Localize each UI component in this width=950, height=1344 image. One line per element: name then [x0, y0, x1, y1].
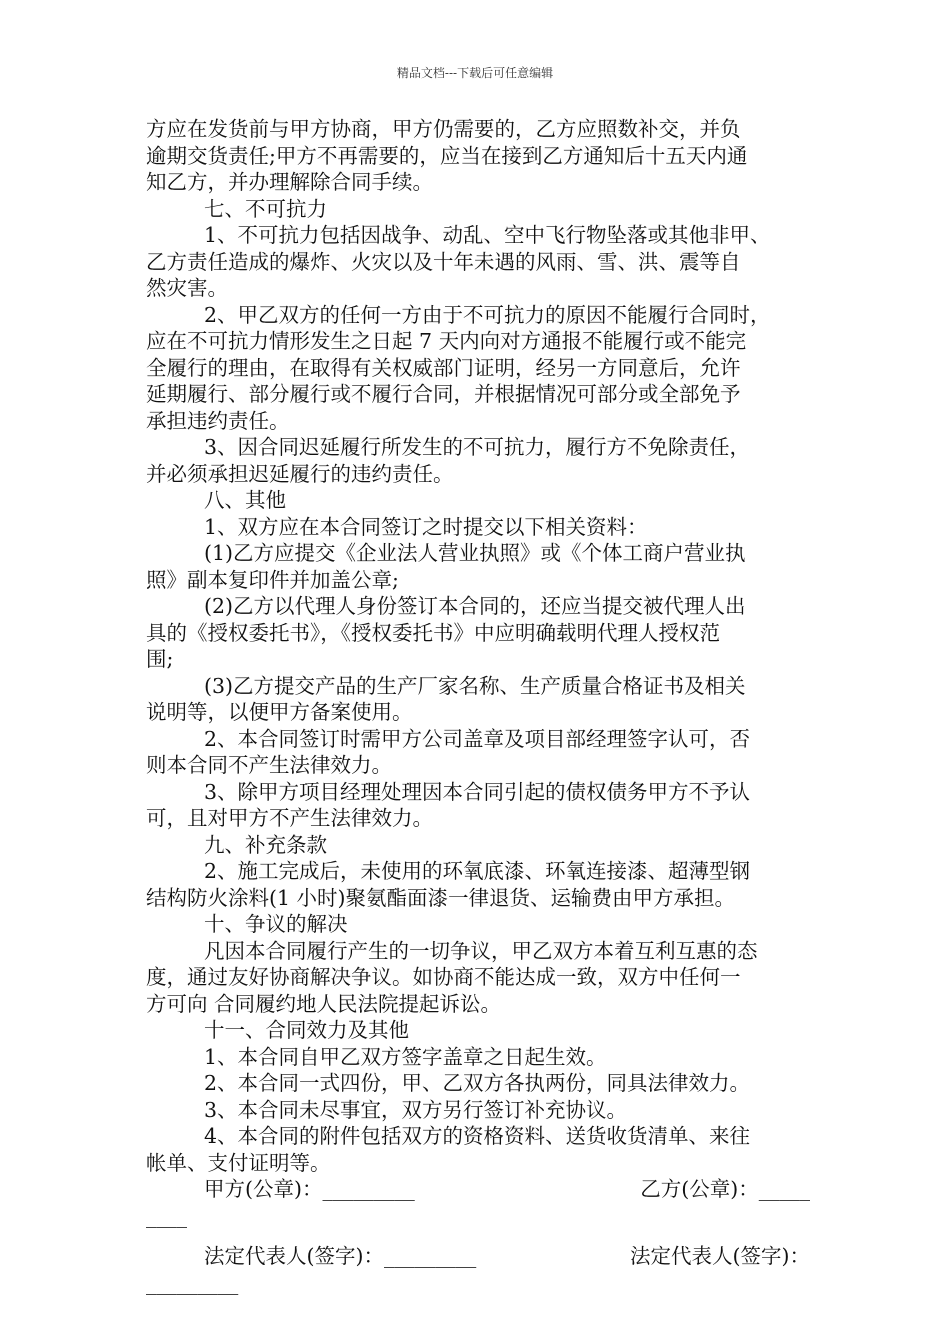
text-line: 知乙方，并办理解除合同手续。 — [146, 170, 433, 194]
party-a-seal: 甲方(公章)：_________ — [204, 1177, 415, 1201]
text-line: 照》副本复印件并加盖公章; — [146, 567, 399, 592]
text-line: 4、本合同的附件包括双方的资格资料、送货收货清单、来往 — [204, 1124, 751, 1148]
text-line: (1)乙方应提交《企业法人营业执照》或《个体工商户营业执 — [204, 541, 746, 565]
text-line: 2、本合同一式四份，甲、乙双方各执两份，同具法律效力。 — [204, 1071, 751, 1095]
text-line: 全履行的理由，在取得有关权威部门证明，经另一方同意后，允许 — [146, 355, 741, 380]
party-a-representative: 法定代表人(签字)：_________ — [204, 1244, 477, 1268]
text-line: 承担违约责任。 — [146, 408, 290, 433]
text-line: 3、除甲方项目经理处理因本合同引起的债权债务甲方不予认 — [204, 779, 751, 804]
text-line: 十一、合同效力及其他 — [204, 1018, 409, 1042]
text-line: 然灾害。 — [146, 276, 228, 300]
text-line: 逾期交货责任;甲方不再需要的，应当在接到乙方通知后十五天内通 — [146, 143, 748, 168]
text-line: 则本合同不产生法律效力。 — [146, 753, 392, 777]
signature-row-seal — [146, 1176, 810, 1203]
text-line: 结构防火涂料(1 小时)聚氨酯面漆一律退货、运输费由甲方承担。 — [146, 885, 736, 910]
text-line: 乙方责任造成的爆炸、火灾以及十年未遇的风雨、雪、洪、震等自 — [146, 249, 741, 274]
page-header: 精品文档---下载后可任意编辑 — [396, 66, 554, 80]
text-line: 说明等，以便甲方备案使用。 — [146, 700, 413, 724]
text-line: (3)乙方提交产品的生产厂家名称、生产质量合格证书及相关 — [204, 673, 746, 698]
text-line: 2、本合同签订时需甲方公司盖章及项目部经理签字认可，否 — [204, 726, 751, 751]
text-line: 3、本合同未尽事宜，双方另行签订补充协议。 — [204, 1097, 628, 1122]
text-line: 帐单、支付证明等。 — [146, 1150, 331, 1175]
text-line: 2、施工完成后，未使用的环氧底漆、环氧连接漆、超薄型钢 — [204, 859, 751, 883]
contract-text — [146, 116, 810, 1176]
text-line: 1、双方应在本合同签订之时提交以下相关资料： — [204, 514, 648, 539]
text-line: 延期履行、部分履行或不履行合同，并根据情况可部分或全部免予 — [146, 382, 741, 406]
text-line: 七、不可抗力 — [204, 196, 327, 221]
text-line: (2)乙方以代理人身份签订本合同的，还应当提交被代理人出 — [204, 594, 746, 618]
party-b-representative-continuation: _________ — [146, 1270, 239, 1295]
document-body — [146, 116, 810, 1296]
text-line: 九、补充条款 — [204, 832, 327, 857]
text-line: 并必须承担迟延履行的违约责任。 — [146, 461, 454, 486]
party-b-seal: 乙方(公章)：_____ — [640, 1177, 810, 1201]
text-line: 方应在发货前与甲方协商，甲方仍需要的，乙方应照数补交，并负 — [146, 117, 741, 141]
text-line: 十、争议的解决 — [204, 912, 348, 936]
text-line: 2、甲乙双方的任何一方由于不可抗力的原因不能履行合同时， — [204, 302, 771, 327]
text-line: 围; — [146, 647, 174, 671]
party-b-representative: 法定代表人(签字)： — [630, 1244, 810, 1268]
text-line: 凡因本合同履行产生的一切争议，甲乙双方本着互利互惠的态 — [204, 938, 758, 963]
text-line: 3、因合同迟延履行所发生的不可抗力，履行方不免除责任， — [204, 435, 751, 459]
text-line: 应在不可抗力情形发生之日起 7 天内向对方通报不能履行或不能完 — [146, 329, 747, 353]
text-line: 八、其他 — [204, 488, 286, 512]
text-line: 可，且对甲方不产生法律效力。 — [146, 806, 433, 830]
text-line: 1、不可抗力包括因战争、动乱、空中飞行物坠落或其他非甲、 — [204, 223, 771, 247]
text-line: 度，通过友好协商解决争议。如协商不能达成一致，双方中任何一 — [146, 965, 741, 989]
text-line: 1、本合同自甲乙双方签字盖章之日起生效。 — [204, 1044, 607, 1069]
signature-row-representative — [146, 1243, 810, 1270]
text-line: 具的《授权委托书》，《授权委托书》中应明确载明代理人授权范 — [146, 620, 720, 645]
party-b-seal-continuation: ____ — [146, 1203, 187, 1228]
text-line: 方可向 合同履约地人民法院提起诉讼。 — [146, 991, 502, 1016]
